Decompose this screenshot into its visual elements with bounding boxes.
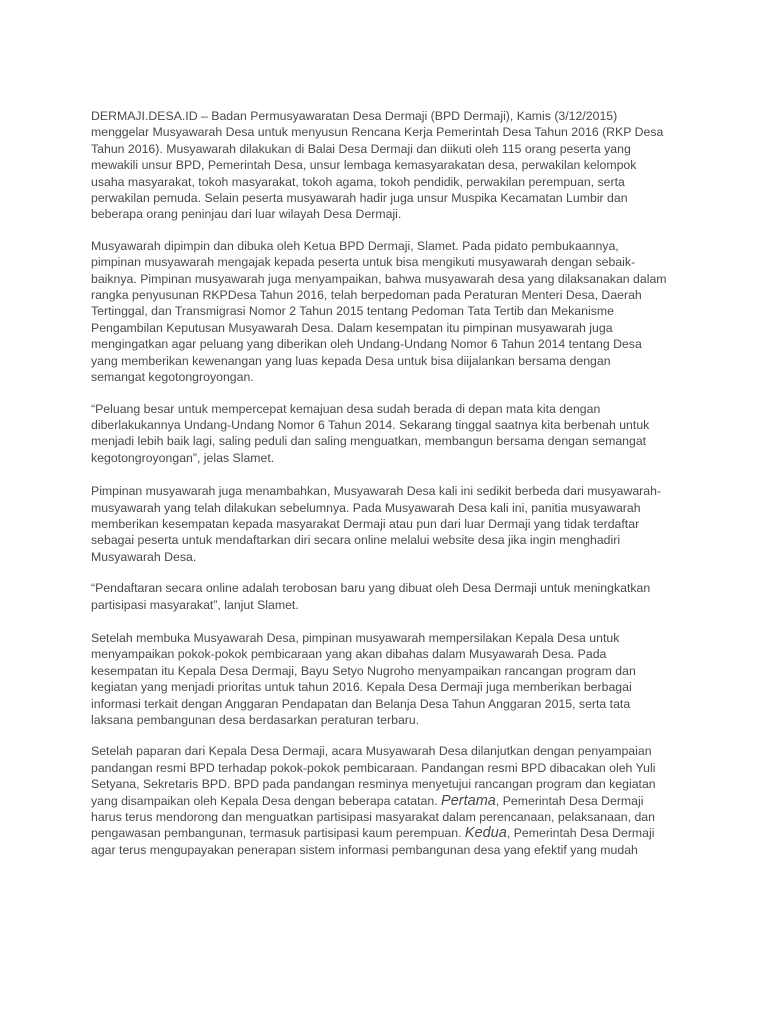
- text-line: memberikan kesempatan kepada masyarakat Dermaji atau pun dari luar Dermaji yang tidak terdaftar: [91, 516, 640, 531]
- text-run: yang disampaikan oleh Kepala Desa dengan beberapa catatan.: [91, 793, 442, 808]
- text-line: menyampaikan pokok-pokok pembicaraan yang akan dibahas dalam Musyawarah Desa. Pada: [91, 647, 607, 662]
- text-line: kegiatan yang menjadi prioritas untuk tahun 2016. Kepala Desa Dermaji juga memberikan berbagai: [91, 680, 632, 695]
- text-line: informasi terkait dengan Anggaran Pendapatan dan Belanja Desa Tahun Anggaran 2015, serta tata: [91, 696, 631, 711]
- text-line: Pengambilan Keputusan Musyawarah Desa. Dalam kesempatan itu pimpinan musyawarah juga: [91, 320, 613, 335]
- paragraph-1: [91, 108, 691, 223]
- text-line: agar terus mengupayakan penerapan sistem informasi pembangunan desa yang efektif yang mudah: [91, 842, 638, 857]
- text-line: pimpinan musyawarah mengajak kepada peserta untuk bisa mengikuti musyawarah dengan sebaik-: [91, 255, 636, 270]
- text-line: musyawarah yang telah dilakukan sebelumnya. Pada Musyawarah Desa kali ini, panitia musyawarah: [91, 500, 641, 515]
- text-line: rangka penyusunan RKPDesa Tahun 2016, telah berpedoman pada Peraturan Menteri Desa, Daerah: [91, 288, 642, 303]
- text-line: Pimpinan musyawarah juga menambahkan, Musyawarah Desa kali ini sedikit berbeda dari musyawarah-: [91, 484, 662, 499]
- text-line: Musyawarah dipimpin dan dibuka oleh Ketua BPD Dermaji, Slamet. Pada pidato pembukaannya,: [91, 238, 619, 253]
- text-line: Tahun 2016). Musyawarah dilakukan di Balai Desa Dermaji dan diikuti oleh 115 orang peserta yang: [91, 141, 631, 156]
- emphasis-pertama: Pertama: [441, 792, 496, 809]
- paragraph-6: [91, 630, 691, 728]
- text-line: Setyana, Sekretaris BPD. BPD pada pandangan resminya menyetujui rancangan program dan kegiatan: [91, 777, 656, 792]
- paragraph-4: [91, 483, 691, 565]
- text-line: partisipasi masyarakat”, lanjut Slamet.: [91, 597, 299, 612]
- text-line: menggelar Musyawarah Desa untuk menyusun Rencana Kerja Pemerintah Desa Tahun 2016 (RKP Desa: [91, 125, 664, 140]
- text-line: Tertinggal, dan Transmigrasi Nomor 2 Tahun 2015 tentang Pedoman Tata Tertib dan Mekanisme: [91, 304, 614, 319]
- text-line: “Peluang besar untuk mempercepat kemajuan desa sudah berada di depan mata kita dengan: [91, 401, 601, 416]
- text-line: kesempatan itu Kepala Desa Dermaji, Bayu Setyo Nugroho menyampaikan rancangan program dan: [91, 663, 636, 678]
- text-line: kegotongroyongan”, jelas Slamet.: [91, 450, 275, 465]
- text-line: yang memberikan kewenangan yang luas kepada Desa untuk bisa diijalankan bersama dengan: [91, 353, 611, 368]
- text-line: mewakili unsur BPD, Pemerintah Desa, unsur lembaga kemasyarakatan desa, perwakilan kelompok: [91, 158, 637, 173]
- paragraph-5-quote: [91, 580, 691, 613]
- emphasis-kedua: Kedua: [464, 825, 507, 842]
- paragraph-2: [91, 238, 691, 386]
- text-line: [91, 793, 691, 809]
- document-page: [91, 108, 691, 875]
- paragraph-7: [91, 743, 691, 858]
- paragraph-3-quote: [91, 401, 691, 467]
- text-line: beberapa orang peninjau dari luar wilayah Desa Dermaji.: [91, 207, 402, 222]
- text-line: “Pendaftaran secara online adalah terobosan baru yang dibuat oleh Desa Dermaji untuk meningkatkan: [91, 581, 651, 596]
- text-line: [91, 825, 691, 841]
- text-line: semangat kegotongroyongan.: [91, 370, 254, 385]
- text-line: harus terus mendorong dan menguatkan partisipasi masyarakat dalam perencanaan, pelaksanaan, dan: [91, 810, 655, 825]
- text-line: perwakilan pemuda. Selain peserta musyawarah hadir juga unsur Muspika Kecamatan Lumbir dan: [91, 191, 628, 206]
- text-line: mengingatkan agar peluang yang diberikan oleh Undang-Undang Nomor 6 Tahun 2014 tentang Desa: [91, 337, 642, 352]
- text-run: pengawasan pembangunan, termasuk partisipasi kaum perempuan.: [91, 826, 465, 841]
- text-line: Setelah membuka Musyawarah Desa, pimpinan musyawarah mempersilakan Kepala Desa untuk: [91, 630, 620, 645]
- text-line: baiknya. Pimpinan musyawarah juga menyampaikan, bahwa musyawarah desa yang dilaksanakan dalam: [91, 271, 667, 286]
- text-line: sebagai peserta untuk mendaftarkan diri secara online melalui website desa jika ingin menghadiri: [91, 533, 621, 548]
- text-run: , Pemerintah Desa Dermaji: [506, 826, 655, 841]
- text-line: diberlakukannya Undang-Undang Nomor 6 Tahun 2014. Sekarang tinggal saatnya kita berbenah untuk: [91, 417, 650, 432]
- text-line: usaha masyarakat, tokoh masyarakat, tokoh agama, tokoh pendidik, perwakilan perempuan, serta: [91, 174, 625, 189]
- text-line: Musyawarah Desa.: [91, 549, 197, 564]
- text-line: laksana pembangunan desa berdasarkan peraturan terbaru.: [91, 713, 420, 727]
- text-line: pandangan resmi BPD terhadap pokok-pokok pembicaraan. Pandangan resmi BPD dibacakan oleh Yuli: [91, 760, 656, 775]
- text-run: , Pemerintah Desa Dermaji: [495, 793, 644, 808]
- text-line: Setelah paparan dari Kepala Desa Dermaji, acara Musyawarah Desa dilanjutkan dengan penyampaian: [91, 744, 652, 759]
- text-line: DERMAJI.DESA.ID – Badan Permusyawaratan Desa Dermaji (BPD Dermaji), Kamis (3/12/2015): [91, 109, 618, 123]
- text-line: menjadi lebih baik lagi, saling peduli dan saling menguatkan, membangun bersama dengan semangat: [91, 434, 647, 449]
